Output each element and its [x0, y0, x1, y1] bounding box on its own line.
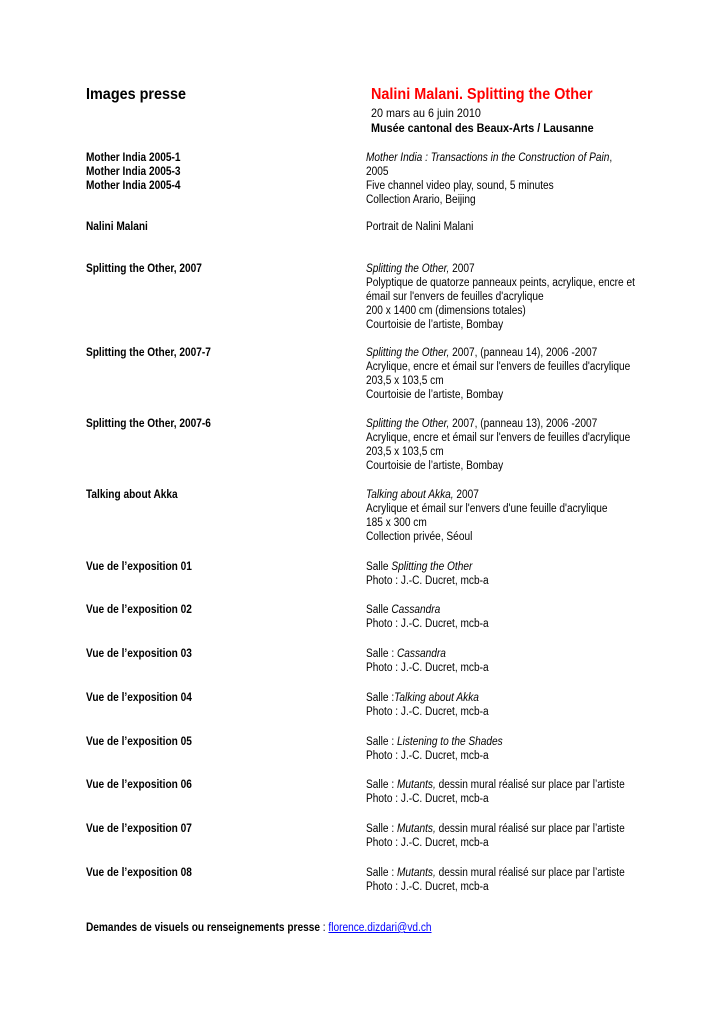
- entry-label: Splitting the Other, 2007-6: [86, 418, 211, 430]
- artwork-title-suffix: 2007, (panneau 13), 2006 -2007: [449, 418, 598, 430]
- entry-description: [366, 346, 630, 402]
- artwork-title-suffix: 2007: [453, 489, 479, 501]
- entry-title-line: [366, 417, 630, 431]
- entry-label: Vue de l’exposition 03: [86, 648, 192, 660]
- artwork-title-suffix: dessin mural réalisé sur place par l’artiste: [435, 823, 625, 835]
- entry-detail: Acrylique, encre et émail sur l'envers de feuilles d'acrylique: [366, 361, 631, 373]
- entry-detail: Acrylique et émail sur l'envers d'une feuille d'acrylique: [366, 503, 608, 515]
- photo-credit: Photo : J.-C. Ducret, mcb-a: [366, 706, 489, 718]
- entry-description: [366, 647, 489, 675]
- entry-label: Vue de l’exposition 02: [86, 604, 192, 616]
- photo-credit: Photo : J.-C. Ducret, mcb-a: [366, 837, 489, 849]
- artwork-title-suffix: dessin mural réalisé sur place par l’artiste: [435, 867, 625, 879]
- entry-label: Vue de l’exposition 08: [86, 867, 192, 879]
- entry-label: Vue de l’exposition 04: [86, 692, 192, 704]
- artwork-title: Splitting the Other,: [366, 418, 450, 430]
- entry-detail: 203,5 x 103,5 cm: [366, 446, 444, 458]
- entry-detail: 200 x 1400 cm (dimensions totales): [366, 305, 526, 317]
- entry-title-line: [366, 560, 489, 574]
- room-prefix: Salle :: [366, 736, 397, 748]
- entry-title-line: [366, 735, 503, 749]
- exhibition-venue: Musée cantonal des Beaux-Arts / Lausanne: [371, 121, 594, 135]
- entry-label: Mother India 2005-4: [86, 180, 181, 192]
- entry-detail: Portrait de Nalini Malani: [366, 221, 474, 233]
- entry-title-line: [366, 603, 489, 617]
- entry-detail: 185 x 300 cm: [366, 517, 427, 529]
- entry-label: Vue de l’exposition 07: [86, 823, 192, 835]
- entry-title-line: [366, 151, 612, 165]
- photo-credit: Photo : J.-C. Ducret, mcb-a: [366, 750, 489, 762]
- entry-detail: Polyptique de quatorze panneaux peints, acrylique, encre et: [366, 277, 635, 289]
- entry-description: [366, 488, 607, 544]
- entry-title-line: [366, 647, 489, 661]
- entry-detail: Courtoisie de l’artiste, Bombay: [366, 460, 504, 472]
- entry-description: [366, 417, 630, 473]
- room-prefix: Salle :: [366, 648, 397, 660]
- entry-title-line: [366, 866, 625, 880]
- artwork-title: Splitting the Other,: [366, 347, 450, 359]
- entry-detail: Courtoisie de l’artiste, Bombay: [366, 319, 504, 331]
- entry-label: Vue de l’exposition 06: [86, 779, 192, 791]
- entry-detail: Five channel video play, sound, 5 minutes: [366, 180, 554, 192]
- entry-description: [366, 262, 635, 332]
- entry-description: [366, 603, 489, 631]
- entry-description: [366, 691, 489, 719]
- entry-description: [366, 220, 473, 234]
- entry-description: [366, 822, 625, 850]
- entry-labels: [86, 151, 180, 193]
- artwork-title: Mutants,: [396, 779, 436, 791]
- entry-detail: Acrylique, encre et émail sur l'envers de feuilles d'acrylique: [366, 432, 631, 444]
- entry-title-line: [366, 822, 625, 836]
- artwork-title: Cassandra: [391, 604, 441, 616]
- photo-credit: Photo : J.-C. Ducret, mcb-a: [366, 575, 489, 587]
- entry-description: [366, 866, 625, 894]
- entry-detail: 203,5 x 103,5 cm: [366, 375, 444, 387]
- entry-title-line: [366, 691, 489, 705]
- entry-description: [366, 151, 612, 207]
- artwork-title: Mutants,: [396, 823, 436, 835]
- photo-credit: Photo : J.-C. Ducret, mcb-a: [366, 662, 489, 674]
- entry-label: Talking about Akka: [86, 489, 178, 501]
- entry-label: Mother India 2005-1: [86, 152, 181, 164]
- entry-label: Nalini Malani: [86, 221, 148, 233]
- artwork-title-suffix: 2007: [449, 263, 475, 275]
- press-contact-separator: :: [319, 922, 329, 934]
- artwork-title-suffix: dessin mural réalisé sur place par l’artiste: [435, 779, 625, 791]
- press-contact-label: Demandes de visuels ou renseignements presse: [86, 922, 320, 934]
- photo-credit: Photo : J.-C. Ducret, mcb-a: [366, 793, 489, 805]
- entry-label: Vue de l’exposition 05: [86, 736, 192, 748]
- entry-detail: Courtoisie de l’artiste, Bombay: [366, 389, 504, 401]
- entry-detail: émail sur l'envers de feuilles d'acrylique: [366, 291, 544, 303]
- artwork-title: Listening to the Shades: [396, 736, 503, 748]
- entry-title-line: [366, 346, 630, 360]
- exhibition-title: Nalini Malani. Splitting the Other: [371, 86, 593, 103]
- room-prefix: Salle: [366, 561, 392, 573]
- press-email-link[interactable]: florence.dizdari@vd.ch: [328, 922, 432, 934]
- artwork-title: Splitting the Other,: [366, 263, 450, 275]
- entry-detail: 2005: [366, 166, 389, 178]
- entry-label: Splitting the Other, 2007-7: [86, 347, 211, 359]
- exhibition-dates: 20 mars au 6 juin 2010: [371, 106, 481, 120]
- page-title: Images presse: [86, 86, 187, 103]
- artwork-title: Talking about Akka: [394, 692, 479, 704]
- photo-credit: Photo : J.-C. Ducret, mcb-a: [366, 618, 489, 630]
- entry-detail: Collection privée, Séoul: [366, 531, 473, 543]
- entry-description: [366, 778, 625, 806]
- room-prefix: Salle :: [366, 823, 397, 835]
- press-contact: [86, 922, 432, 934]
- room-prefix: Salle :: [366, 692, 395, 704]
- entry-title-line: [366, 778, 625, 792]
- entry-description: [366, 560, 489, 588]
- room-prefix: Salle: [366, 604, 392, 616]
- entry-label: Mother India 2005-3: [86, 166, 181, 178]
- entry-title-line: [366, 262, 635, 276]
- entry-detail: Collection Arario, Beijing: [366, 194, 476, 206]
- artwork-title: Splitting the Other: [391, 561, 473, 573]
- room-prefix: Salle :: [366, 779, 397, 791]
- artwork-title: Mother India : Transactions in the Construction of Pain: [366, 152, 610, 164]
- entry-description: [366, 735, 503, 763]
- entry-title-line: [366, 488, 607, 502]
- entry-label: Splitting the Other, 2007: [86, 263, 202, 275]
- artwork-title: Mutants,: [396, 867, 436, 879]
- artwork-title: Cassandra: [396, 648, 446, 660]
- artwork-title-suffix: 2007, (panneau 14), 2006 -2007: [449, 347, 598, 359]
- room-prefix: Salle :: [366, 867, 397, 879]
- photo-credit: Photo : J.-C. Ducret, mcb-a: [366, 881, 489, 893]
- entry-label: Vue de l’exposition 01: [86, 561, 192, 573]
- artwork-title-suffix: ,: [609, 152, 613, 164]
- artwork-title: Talking about Akka,: [366, 489, 454, 501]
